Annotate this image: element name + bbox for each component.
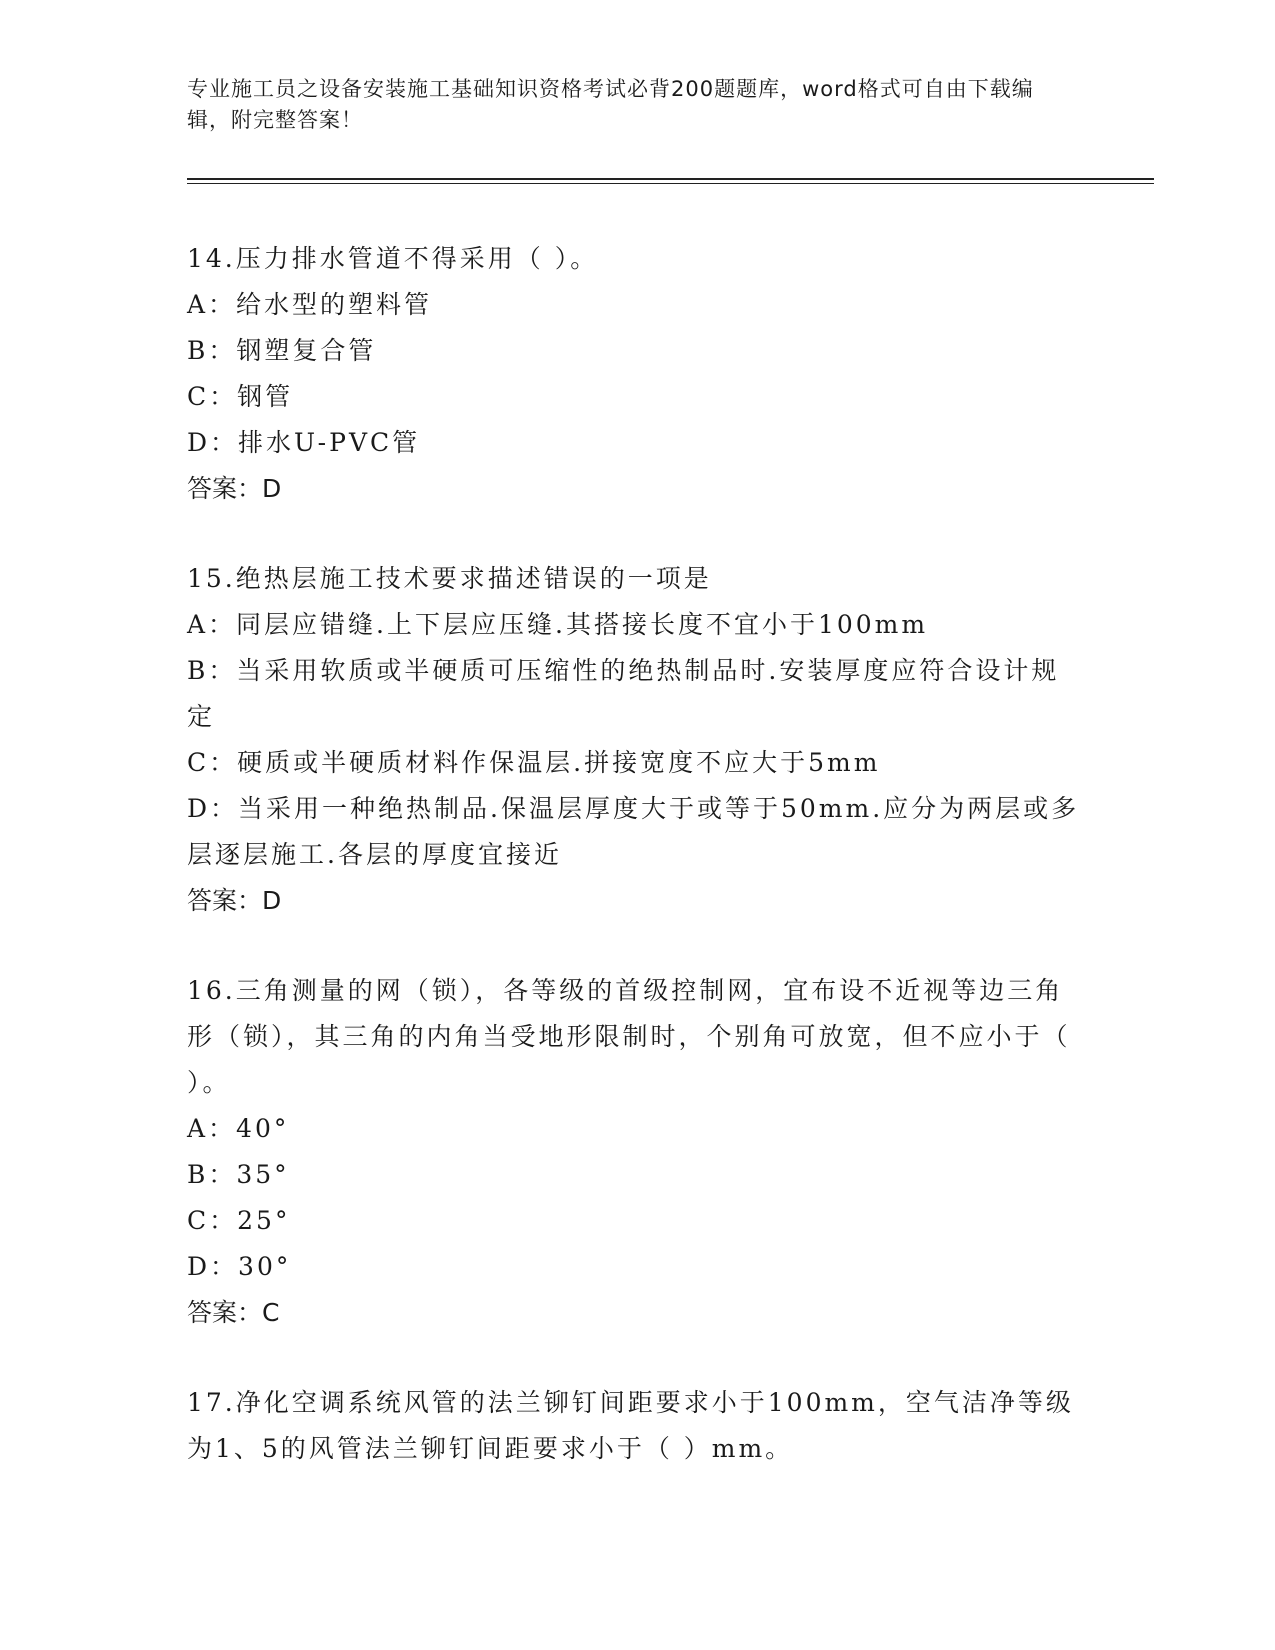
question-stem: 17.净化空调系统风管的法兰铆钉间距要求小于100mm，空气洁净等级为1、5的风管法兰铆钉间距要求小于（ ）mm。 — [187, 1388, 1074, 1463]
option-a: A：40° — [187, 1114, 290, 1143]
question-17 — [187, 1380, 1087, 1472]
option-b: B：35° — [187, 1160, 290, 1189]
option-c: C：钢管 — [187, 382, 294, 411]
header-divider-thin — [187, 183, 1154, 184]
question-stem: 16.三角测量的网（锁），各等级的首级控制网，宜布设不近视等边三角形（锁），其三角的内角当受地形限制时，个别角可放宽，但不应小于（ ）。 — [187, 976, 1071, 1097]
question-15 — [187, 556, 1087, 924]
option-a: A：给水型的塑料管 — [187, 290, 433, 319]
question-16 — [187, 968, 1087, 1336]
header-divider-thick — [187, 178, 1154, 180]
answer-line: 答案：D — [187, 886, 282, 915]
option-d: D：排水U-PVC管 — [187, 428, 421, 457]
option-a: A：同层应错缝.上下层应压缝.其搭接长度不宜小于100mm — [187, 610, 929, 639]
question-stem: 15.绝热层施工技术要求描述错误的一项是 — [187, 564, 712, 593]
option-b: B：当采用软质或半硬质可压缩性的绝热制品时.安装厚度应符合设计规定 — [187, 656, 1060, 731]
option-c: C：硬质或半硬质材料作保温层.拼接宽度不应大于5mm — [187, 748, 881, 777]
option-c: C：25° — [187, 1206, 291, 1235]
question-stem: 14.压力排水管道不得采用（ ）。 — [187, 244, 599, 273]
option-d: D：30° — [187, 1252, 292, 1281]
answer-line: 答案：C — [187, 1298, 280, 1327]
question-14 — [187, 236, 1087, 512]
question-list — [187, 236, 1087, 1516]
document-header: 专业施工员之设备安装施工基础知识资格考试必背200题题库，word格式可自由下载编辑，附完整答案！ — [187, 77, 1034, 132]
option-b: B：钢塑复合管 — [187, 336, 377, 365]
option-d: D：当采用一种绝热制品.保温层厚度大于或等于50mm.应分为两层或多层逐层施工.各层的厚度宜接近 — [187, 794, 1080, 869]
answer-line: 答案：D — [187, 474, 282, 503]
